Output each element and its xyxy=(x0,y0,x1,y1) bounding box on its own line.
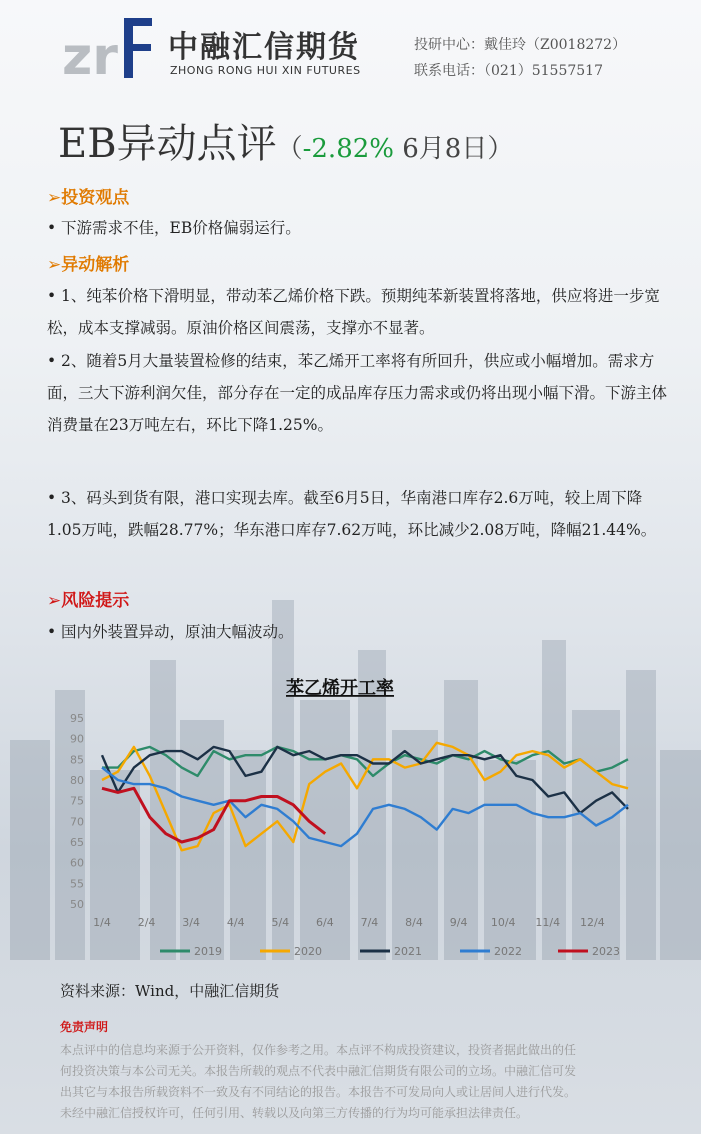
analysis-text-2: 2、随着5月大量装置检修的结束，苯乙烯开工率将有所回升，供应或小幅增加。需求方面，三大下游利润欠佳，部分存在一定的成品库存压力需求或仍将出现小幅下滑。下游主体消费量在23万吨左右，环比下降1.25%。 xyxy=(47,352,668,434)
analyst-line: 投研中心：戴佳玲（Z0018272） xyxy=(414,37,627,53)
y-tick-label: 85 xyxy=(70,753,84,767)
y-tick-label: 90 xyxy=(70,732,84,746)
legend-label: 2022 xyxy=(494,945,522,958)
legend-item-2023 xyxy=(558,945,620,958)
analysis-item-3: • 3、码头到货有限，港口实现去库。截至6月5日，华南港口库存2.6万吨，较上周下降1.05万吨，跌幅28.77%；华东港口库存7.62万吨，环比减少2.08万吨，降幅21.44%。 xyxy=(47,489,657,539)
x-tick-label: 11/4 xyxy=(535,916,561,929)
y-tick-label: 75 xyxy=(70,794,84,808)
x-tick-label: 1/4 xyxy=(93,916,111,929)
x-tick-label: 2/4 xyxy=(137,916,156,929)
x-tick-label: 5/4 xyxy=(271,916,290,929)
svg-text:zr: zr xyxy=(62,27,118,80)
section-risk-title: ➢风险提示 xyxy=(47,591,130,611)
analysis-item-2: • 2、随着5月大量装置检修的结束，苯乙烯开工率将有所回升，供应或小幅增加。需求方面，三大下游利润欠佳，部分存在一定的成品库存压力需求或仍将出现小幅下滑。下游主体消费量在23万吨左右，环比下降1.25%。 xyxy=(47,352,668,434)
legend-item-2019 xyxy=(160,945,222,958)
legend-label: 2019 xyxy=(194,945,222,958)
report-title xyxy=(58,112,513,169)
y-tick-label: 60 xyxy=(70,856,84,870)
y-tick-label: 65 xyxy=(70,836,84,849)
disclaimer-line: 本点评中的信息均来源于公开资料，仅作参考之用。本点评不构成投资建议，投资者据此做出的任 xyxy=(60,1043,577,1057)
risk-text: 国内外装置异动，原油大幅波动。 xyxy=(61,623,294,641)
disclaimer-text xyxy=(60,1040,650,1124)
legend-label: 2021 xyxy=(394,945,422,958)
title-date: 6月8日） xyxy=(394,134,514,164)
company-name-en: ZHONG RONG HUI XIN FUTURES xyxy=(170,64,361,77)
y-tick-label: 55 xyxy=(70,877,84,891)
legend-item-2021 xyxy=(360,945,422,958)
x-tick-label: 10/4 xyxy=(490,916,516,929)
title-open-paren: （ xyxy=(276,134,303,164)
chart-title: 苯乙烯开工率 xyxy=(286,678,394,699)
title-change-pct: -2.82% xyxy=(302,134,394,164)
y-tick-label: 70 xyxy=(70,815,84,829)
disclaimer-line: 出其它与本报告所载资料不一致及有不同结论的报告。本报告不可发局向人或让居间人进行代发。 xyxy=(60,1085,577,1099)
analysis-text-3: 3、码头到货有限，港口实现去库。截至6月5日，华南港口库存2.6万吨，较上周下降1.05万吨，跌幅28.77%；华东港口库存7.62万吨，环比减少2.08万吨，降幅21.44%。 xyxy=(47,489,657,539)
section-analysis-title: ➢异动解析 xyxy=(47,255,130,275)
analysis-text-1: 1、纯苯价格下滑明显，带动苯乙烯价格下跌。预期纯苯新装置将落地，供应将进一步宽松，成本支撑减弱。原油价格区间震荡，支撑亦不显著。 xyxy=(47,287,660,337)
legend-item-2022 xyxy=(460,945,522,958)
analysis-item-1: • 1、纯苯价格下滑明显，带动苯乙烯价格下跌。预期纯苯新装置将落地，供应将进一步宽松，成本支撑减弱。原油价格区间震荡，支撑亦不显著。 xyxy=(47,287,660,337)
styrene-operating-rate-chart xyxy=(48,668,648,968)
data-source: 资料来源：Wind，中融汇信期货 xyxy=(60,982,280,1000)
disclaimer-line: 未经中融汇信授权许可，任何引用、转载以及向第三方传播的行为均可能承担法律责任。 xyxy=(60,1106,529,1120)
disclaimer-line: 何投资决策与本公司无关。本报告所载的观点不代表中融汇信期货有限公司的立场。中融汇信可发 xyxy=(60,1064,577,1078)
contact-info xyxy=(414,32,626,84)
x-tick-label: 4/4 xyxy=(226,916,245,929)
x-tick-label: 3/4 xyxy=(182,916,201,929)
view-paragraph: • 下游需求不佳，EB价格偏弱运行。 xyxy=(47,219,301,237)
risk-paragraph: • 国内外装置异动，原油大幅波动。 xyxy=(47,623,294,641)
x-tick-label: 7/4 xyxy=(360,916,379,929)
phone-line: 联系电话：（021）51557517 xyxy=(414,63,603,79)
series-line-2022 xyxy=(102,768,628,847)
y-tick-label: 95 xyxy=(70,712,84,725)
y-tick-label: 80 xyxy=(70,774,84,787)
legend-label: 2023 xyxy=(592,945,620,958)
company-logo-icon xyxy=(62,14,157,80)
section-view-title: ➢投资观点 xyxy=(47,188,130,208)
disclaimer-title: 免责声明 xyxy=(60,1020,109,1034)
legend-item-2020 xyxy=(260,945,322,958)
x-tick-label: 12/4 xyxy=(579,916,605,929)
view-text: 下游需求不佳，EB价格偏弱运行。 xyxy=(61,219,301,237)
x-tick-label: 8/4 xyxy=(405,916,423,929)
y-tick-label: 50 xyxy=(70,898,84,911)
title-main: EB异动点评 xyxy=(58,121,277,167)
x-tick-label: 6/4 xyxy=(316,916,334,929)
legend-label: 2020 xyxy=(294,945,322,958)
x-tick-label: 9/4 xyxy=(449,916,468,929)
report-header xyxy=(0,0,701,100)
company-name-cn: 中融汇信期货 xyxy=(168,30,360,65)
